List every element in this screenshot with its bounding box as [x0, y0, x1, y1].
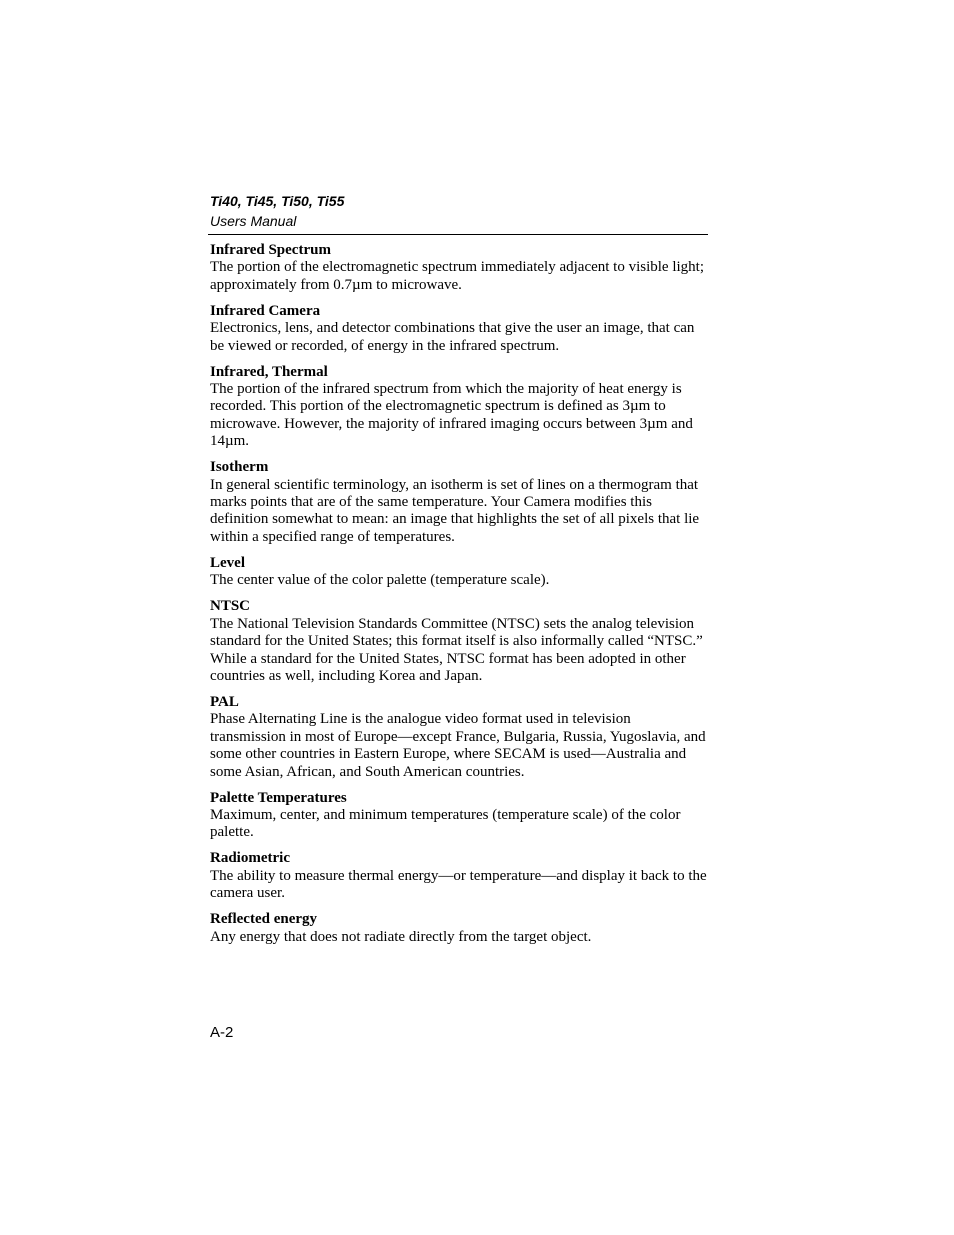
glossary-definition: The National Television Standards Committee (NTSC) sets the analog television standard for the United States; this format itself is also informally called “NTSC.” While a standard for the United States, NTSC format has been adopted in other countries as well, including Korea and Japan.	[210, 615, 703, 684]
glossary-entry-palette-temperatures	[210, 790, 708, 842]
glossary-list	[210, 242, 708, 955]
glossary-term: Infrared Spectrum	[210, 242, 331, 258]
glossary-definition: The portion of the infrared spectrum from which the majority of heat energy is recorded. This portion of the electromagnetic spectrum is defined as 3µm to microwave. However, the majority of infrared imaging occurs between 3µm and 14µm.	[210, 381, 693, 450]
glossary-term: Isotherm	[210, 459, 269, 476]
glossary-entry-isotherm	[210, 459, 708, 546]
glossary-entry-infrared-camera	[210, 303, 708, 355]
header-rule	[208, 234, 708, 235]
header-title: Ti40, Ti45, Ti50, Ti55	[210, 193, 345, 209]
glossary-term: Reflected energy	[210, 911, 318, 928]
glossary-definition: Any energy that does not radiate directly from the target object.	[210, 928, 592, 945]
glossary-definition: Electronics, lens, and detector combinations that give the user an image, that can be viewed or recorded, of energy in the infrared spectrum.	[210, 320, 695, 354]
glossary-entry-ntsc	[210, 598, 708, 685]
glossary-definition: The center value of the color palette (temperature scale).	[210, 572, 550, 589]
glossary-definition: Phase Alternating Line is the analogue video format used in television transmission in most of Europe—except France, Bulgaria, Russia, Yugoslavia, and some other countries in Eastern Europe, where SECAM is used—Australia and some Asian, African, and South American countries.	[210, 711, 706, 780]
glossary-definition: In general scientific terminology, an isotherm is set of lines on a thermogram that marks points that are of the same temperature. Your Camera modifies this definition somewhat to mean: an image that highlights the set of all pixels that lie within a specified range of temperatures.	[210, 476, 700, 545]
glossary-entry-radiometric	[210, 850, 708, 902]
glossary-entry-reflected-energy	[210, 911, 708, 946]
glossary-entry-pal	[210, 694, 708, 781]
glossary-definition: The ability to measure thermal energy—or temperature—and display it back to the camera user.	[210, 867, 707, 902]
glossary-term: Infrared, Thermal	[210, 363, 328, 380]
glossary-entry-level	[210, 555, 708, 590]
running-header	[210, 192, 708, 230]
glossary-entry-infrared-thermal	[210, 364, 708, 451]
glossary-term: Infrared Camera	[210, 302, 321, 319]
glossary-term: Level	[210, 554, 245, 571]
glossary-term: PAL	[210, 693, 239, 710]
glossary-entry-infrared-spectrum	[210, 242, 708, 294]
header-subtitle: Users Manual	[210, 213, 297, 229]
glossary-definition: The portion of the electromagnetic spectrum immediately adjacent to visible light; approximately from 0.7µm to microwave.	[210, 259, 705, 293]
glossary-definition: Maximum, center, and minimum temperatures (temperature scale) of the color palette.	[210, 806, 681, 841]
page-number: A-2	[210, 1024, 234, 1041]
glossary-term: NTSC	[210, 598, 251, 615]
glossary-term: Radiometric	[210, 850, 290, 867]
glossary-term: Palette Temperatures	[210, 789, 347, 806]
